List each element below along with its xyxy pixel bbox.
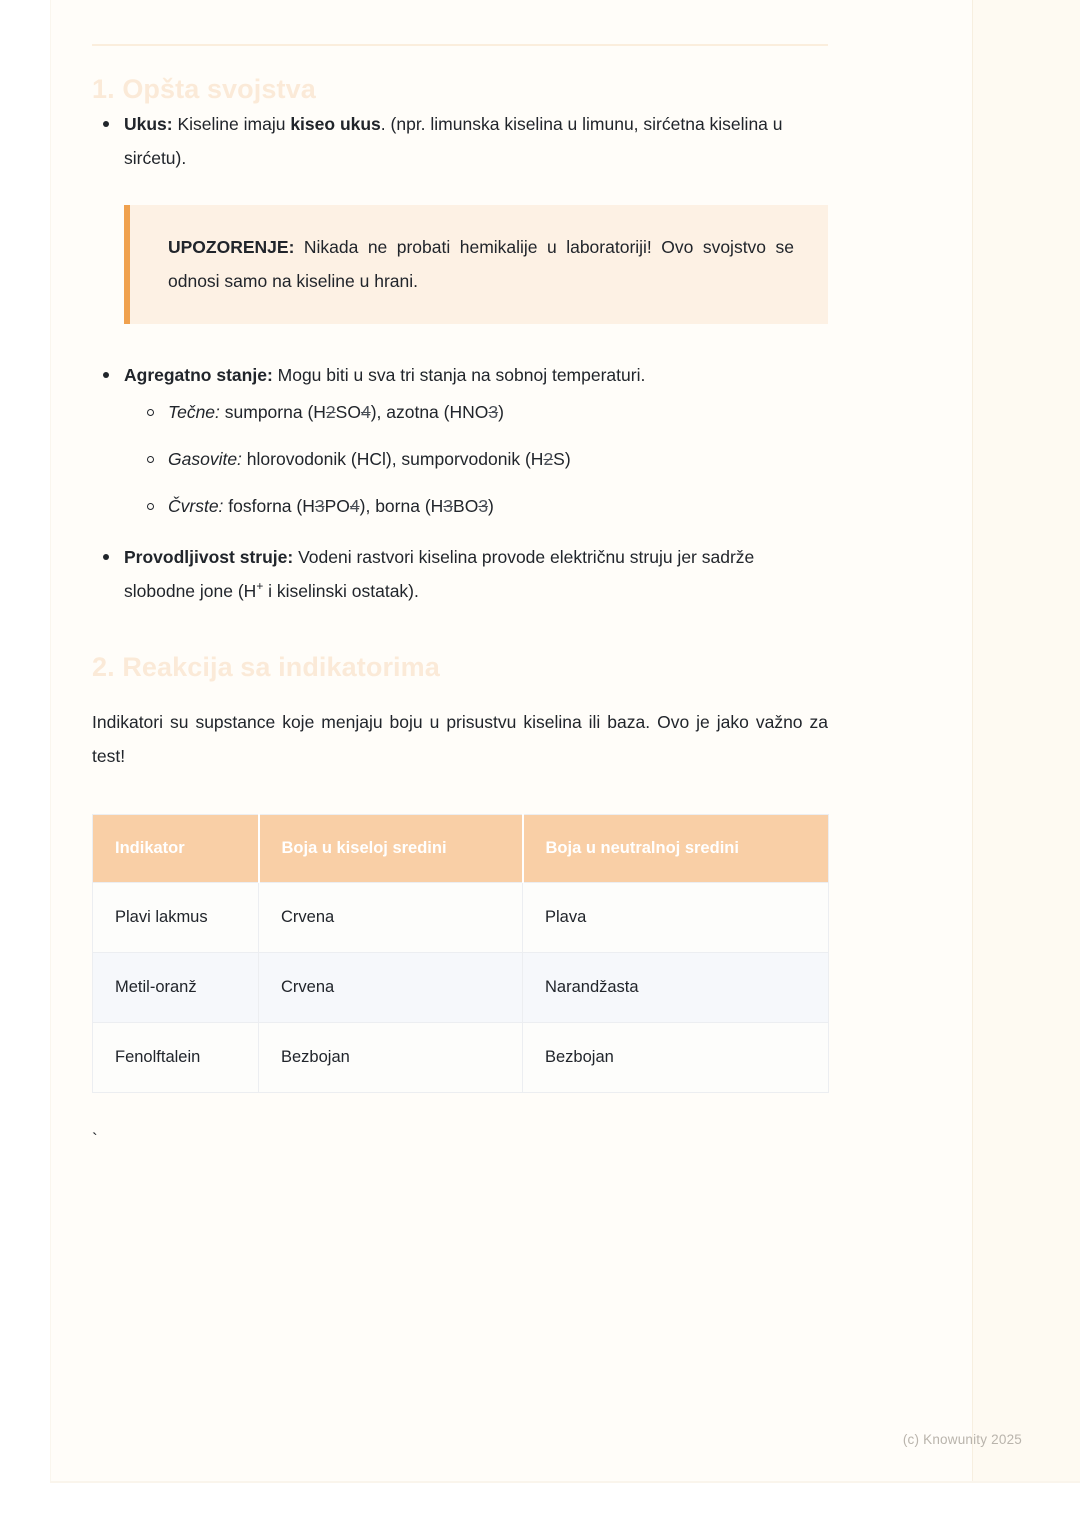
warning-callout-label: UPOZORENJE: bbox=[168, 237, 295, 258]
sub-list-item-label-cvrste: Čvrste: bbox=[168, 495, 224, 516]
table-row bbox=[93, 882, 829, 952]
sub-list-item-gasovite bbox=[124, 445, 828, 473]
formula-gasovite: hlorovodonik (HCl), sumporvodonik (H2S) bbox=[241, 448, 571, 469]
warning-callout-text: Nikada ne probati hemikalije u laboratoriji! Ovo svojstvo se odnosi samo na kiseline u hrani. bbox=[168, 237, 794, 291]
cell-acidic-color: Crvena bbox=[259, 882, 523, 952]
cell-neutral-color: Plava bbox=[523, 882, 829, 952]
section-heading-general-properties: 1. Opšta svojstva bbox=[92, 74, 316, 104]
page-right-margin-rule bbox=[972, 0, 973, 1482]
list-item-text-agregatno: Mogu biti u sva tri stanja na sobnoj temperaturi. bbox=[272, 364, 646, 385]
list-item-provodljivost bbox=[92, 540, 828, 608]
formula-subscript: 2 bbox=[325, 401, 336, 422]
table-header-row bbox=[93, 814, 829, 882]
list-item-ukus bbox=[92, 107, 828, 175]
formula-cvrste: fosforna (H3PO4), borna (H3BO3) bbox=[223, 495, 494, 516]
formula-subscript: 3 bbox=[314, 495, 325, 516]
list-item-text-provodljivost-pre: Vodeni rastvori kiselina provode električnu struju jer sadrže slobodne jone (H bbox=[124, 546, 755, 602]
formula-subscript: 4 bbox=[349, 495, 360, 516]
list-item-text-provodljivost-post: i kiselinski ostatak). bbox=[263, 581, 419, 602]
indicators-table-head bbox=[93, 814, 829, 882]
sub-list-item-label-tecne: Tečne: bbox=[168, 401, 220, 422]
list-item-agregatno-stanje bbox=[92, 358, 828, 520]
paragraph-indicators-intro: Indikatori su supstance koje menjaju boju u prisustvu kiselina ili baza. Ovo je jako važno za test! bbox=[92, 712, 828, 767]
list-item-lead-agregatno: Agregatno stanje: bbox=[124, 364, 273, 385]
table-row bbox=[93, 952, 829, 1022]
footer-copyright: (c) Knowunity 2025 bbox=[902, 1432, 1022, 1447]
table-row bbox=[93, 1022, 829, 1092]
cell-neutral-color: Narandžasta bbox=[523, 952, 829, 1022]
formula-tecne: sumporna (H2SO4), azotna (HNO3) bbox=[219, 401, 504, 422]
column-header-indicator: Indikator bbox=[93, 814, 259, 882]
stray-backtick-character: ` bbox=[92, 1129, 98, 1149]
list-item-text-after-bold: . (npr. limunska kiselina u limunu, sirćetna kiselina u sirćetu). bbox=[124, 114, 783, 169]
list-item-bold-phrase: kiseo ukus bbox=[290, 114, 381, 135]
formula-subscript: 3 bbox=[443, 495, 454, 516]
indicators-table bbox=[92, 814, 829, 1093]
bullet-list-general bbox=[92, 107, 828, 175]
section-heading-indicators: 2. Reakcija sa indikatorima bbox=[92, 652, 440, 683]
cell-indicator: Fenolftalein bbox=[93, 1022, 259, 1092]
list-item-lead-provodljivost: Provodljivost struje: bbox=[124, 546, 294, 567]
sub-list-item-cvrste bbox=[124, 492, 828, 520]
cell-indicator: Metil-oranž bbox=[93, 952, 259, 1022]
formula-subscript: 3 bbox=[478, 495, 489, 516]
list-item-text-before-bold: Kiseline imaju bbox=[172, 114, 291, 135]
formula-subscript: 2 bbox=[543, 448, 554, 469]
top-divider-rule bbox=[92, 44, 828, 46]
page-right-margin-band bbox=[972, 0, 1080, 1482]
sub-bullet-list-states bbox=[124, 398, 828, 520]
sub-list-item-label-gasovite: Gasovite: bbox=[168, 448, 242, 469]
cell-indicator: Plavi lakmus bbox=[93, 882, 259, 952]
superscript-plus: + bbox=[256, 579, 264, 594]
page-bottom-edge bbox=[50, 1481, 1080, 1483]
cell-acidic-color: Bezbojan bbox=[259, 1022, 523, 1092]
formula-subscript: 4 bbox=[360, 401, 371, 422]
cell-acidic-color: Crvena bbox=[259, 952, 523, 1022]
column-header-neutral-color: Boja u neutralnoj sredini bbox=[523, 814, 829, 882]
column-header-acidic-color: Boja u kiseloj sredini bbox=[259, 814, 523, 882]
bullet-list-general-continued bbox=[92, 358, 828, 608]
indicators-table-body bbox=[93, 882, 829, 1092]
sub-list-item-tecne bbox=[124, 398, 828, 426]
warning-callout bbox=[124, 205, 828, 324]
list-item-lead-ukus: Ukus: bbox=[124, 114, 173, 135]
document-content bbox=[92, 72, 828, 1148]
formula-subscript: 3 bbox=[488, 401, 499, 422]
page-left-edge bbox=[50, 0, 51, 1482]
cell-neutral-color: Bezbojan bbox=[523, 1022, 829, 1092]
